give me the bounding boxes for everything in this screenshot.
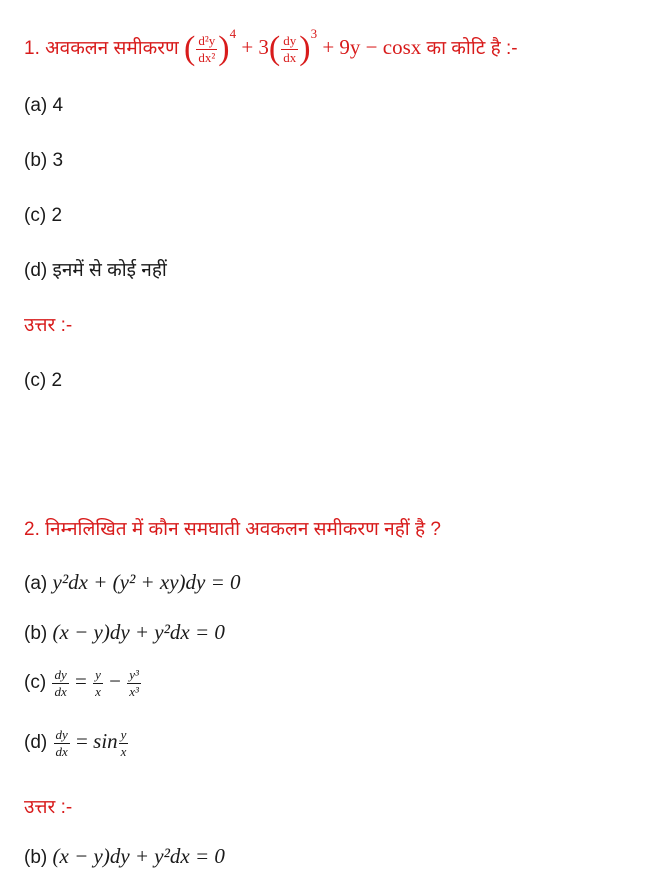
q2-option-c-equation: $\frac{dy}{dx}$ = $\frac{y}{x}$ − $\frac{\text{y³}}{\text{x³}}$ xyxy=(54,667,139,699)
eq1-denominator: dx² xyxy=(198,49,216,65)
q1-answer-heading: उत्तर :- xyxy=(24,315,73,336)
q2-option-d-equation: $\frac{dy}{dx}$ = sin $\frac{y}{x}$ xyxy=(55,727,127,759)
question-1-prefix: 1. अवकलन समीकरण xyxy=(24,37,179,59)
q1-option-b: (b) 3 xyxy=(24,150,64,171)
question-1 xyxy=(24,25,518,67)
eq1-tail: + 9y − cosx xyxy=(322,34,422,59)
q2-option-a-equation: y²dx + (y² + xy)dy = 0 xyxy=(52,570,241,594)
eq1-exponent-2: 3 xyxy=(310,25,318,41)
q2-option-c: (c) $\frac{dy}{dx}$ = $\frac{y}{x}$ − $\frac{\text{y³}}{\text{x³}}$ xyxy=(24,668,142,698)
eq1-numerator: d²y xyxy=(198,32,216,48)
q1-option-c: (c) 2 xyxy=(24,205,63,226)
q1-option-d: (d) इनमें से कोई नहीं xyxy=(24,260,167,281)
question-2: 2. निम्नलिखित में कौन समघाती अवकलन समीकरण नहीं है ? xyxy=(24,519,441,540)
eq1-numerator-2: dy xyxy=(283,32,297,48)
question-1-suffix: का कोटि है :- xyxy=(426,37,518,59)
q2-answer-heading: उत्तर :- xyxy=(24,797,73,818)
q1-answer: (c) 2 xyxy=(24,370,63,391)
eq1-denominator-2: dx xyxy=(283,49,297,65)
q1-option-a: (a) 4 xyxy=(24,95,64,116)
eq1-coefficient: + 3 xyxy=(241,34,269,59)
q2-option-d: (d) $\frac{dy}{dx}$ = sin $\frac{y}{x}$ xyxy=(24,728,129,758)
q2-option-b-equation: (x − y)dy + y²dx = 0 xyxy=(52,620,225,644)
q2-answer-equation: (x − y)dy + y²dx = 0 xyxy=(52,844,225,868)
q2-answer: (b) (x − y)dy + y²dx = 0 xyxy=(24,844,225,868)
eq1-exponent: 4 xyxy=(229,25,237,41)
question-1-equation: ( $\frac{\text{d²y}}{\text{dx²}}$ )$^4$ + 3( $\frac{dy}{dx}$ )$^3$ + 9y − cosx xyxy=(184,25,422,67)
q2-option-a: (a) y²dx + (y² + xy)dy = 0 xyxy=(24,570,241,594)
q2-option-b: (b) (x − y)dy + y²dx = 0 xyxy=(24,620,225,644)
